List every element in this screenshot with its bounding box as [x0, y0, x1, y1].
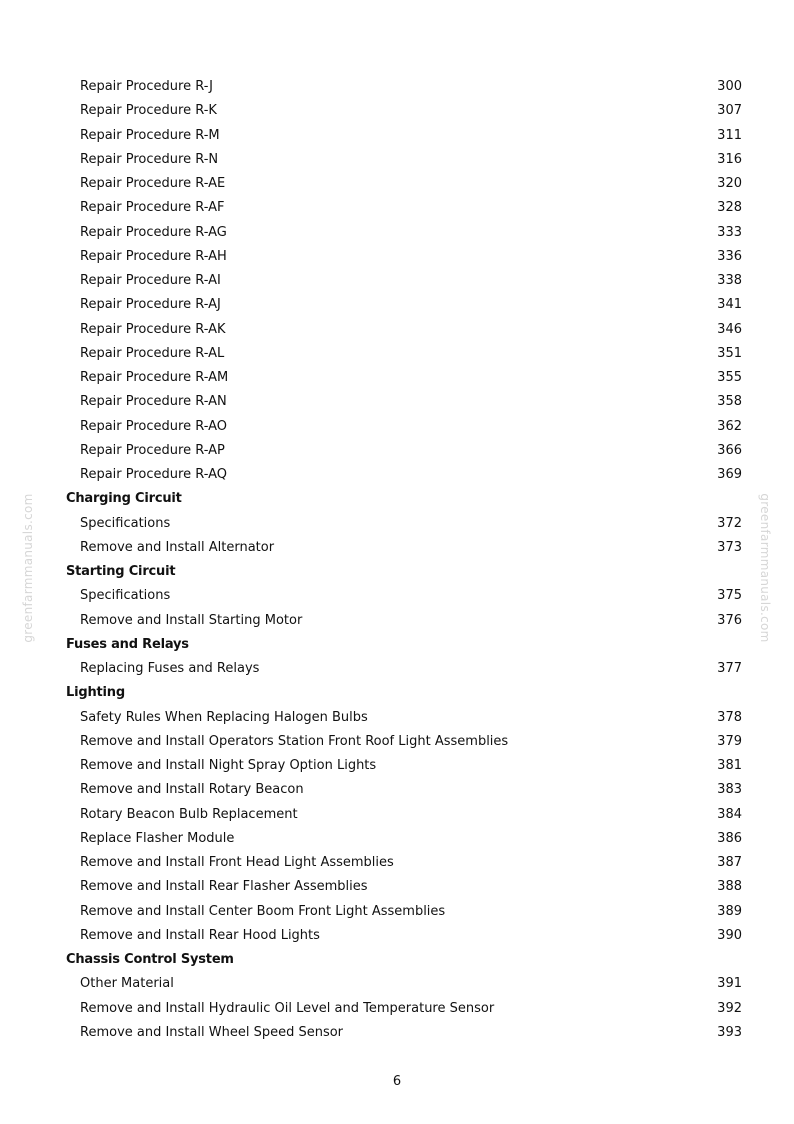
- entry-page-number: 369: [717, 467, 742, 482]
- entry-page-number: 328: [717, 200, 742, 216]
- toc-section-heading: [66, 633, 742, 657]
- entry-page-number: 320: [717, 176, 742, 191]
- entry-page-number: 372: [717, 515, 742, 531]
- entry-title: Repair Procedure R-AG: [80, 224, 227, 240]
- entry-page-number: 366: [717, 442, 742, 458]
- toc-entry[interactable]: [66, 827, 742, 851]
- toc-entry[interactable]: [66, 99, 742, 123]
- entry-title: Replace Flasher Module: [80, 830, 235, 846]
- toc-entry[interactable]: [66, 366, 742, 390]
- entry-title: Remove and Install Front Head Light Assemblies: [80, 855, 394, 870]
- toc-entry[interactable]: [66, 754, 742, 778]
- entry-page-number: 311: [717, 127, 742, 143]
- toc-entry[interactable]: [66, 730, 742, 754]
- entry-page-number: 333: [717, 224, 742, 240]
- entry-page-number: 373: [717, 539, 742, 555]
- entry-title: Repair Procedure R-AI: [80, 273, 221, 288]
- toc-entry[interactable]: [66, 124, 742, 148]
- entry-page-number: 346: [717, 321, 742, 337]
- entry-title: Rotary Beacon Bulb Replacement: [80, 806, 298, 822]
- section-title: Charging Circuit: [66, 491, 182, 507]
- section-title: Chassis Control System: [66, 952, 234, 967]
- toc-entry[interactable]: [66, 875, 742, 899]
- toc-entry[interactable]: [66, 318, 742, 342]
- entry-title: Specifications: [80, 515, 171, 531]
- entry-page-number: 316: [717, 151, 742, 167]
- entry-page-number: 379: [717, 733, 742, 749]
- entry-page-number: 300: [717, 79, 742, 94]
- entry-page-number: 338: [717, 273, 742, 288]
- toc-section-heading: [66, 487, 742, 511]
- entry-title: Replacing Fuses and Relays: [80, 661, 260, 676]
- section-title: Lighting: [66, 685, 125, 701]
- toc-section-heading: [66, 948, 742, 972]
- entry-page-number: 381: [717, 758, 742, 773]
- watermark-right: greenfarmmanuals.com: [758, 493, 772, 643]
- entry-page-number: 383: [717, 782, 742, 798]
- section-title: Fuses and Relays: [66, 636, 189, 652]
- entry-title: Remove and Install Rotary Beacon: [80, 782, 304, 798]
- entry-page-number: 362: [717, 418, 742, 434]
- entry-page-number: 377: [717, 661, 742, 676]
- toc-entry[interactable]: [66, 1021, 742, 1045]
- entry-page-number: 386: [717, 830, 742, 846]
- table-of-contents: [66, 75, 742, 1045]
- entry-page-number: 388: [717, 879, 742, 895]
- toc-entry[interactable]: [66, 900, 742, 924]
- entry-title: Specifications: [80, 588, 171, 604]
- entry-page-number: 358: [717, 394, 742, 410]
- entry-page-number: 393: [717, 1024, 742, 1040]
- entry-title: Repair Procedure R-J: [80, 79, 213, 94]
- entry-title: Remove and Install Hydraulic Oil Level and Temperature Sensor: [80, 1000, 495, 1016]
- toc-entry[interactable]: [66, 75, 742, 99]
- toc-entry[interactable]: [66, 415, 742, 439]
- entry-title: Repair Procedure R-AF: [80, 200, 225, 216]
- toc-entry[interactable]: [66, 778, 742, 802]
- entry-page-number: 336: [717, 248, 742, 264]
- entry-title: Remove and Install Starting Motor: [80, 612, 303, 628]
- entry-title: Repair Procedure R-AP: [80, 442, 225, 458]
- entry-title: Remove and Install Wheel Speed Sensor: [80, 1024, 344, 1040]
- entry-page-number: 392: [717, 1000, 742, 1016]
- entry-title: Remove and Install Center Boom Front Light Assemblies: [80, 903, 446, 919]
- entry-page-number: 390: [717, 927, 742, 943]
- entry-title: Repair Procedure R-K: [80, 103, 217, 119]
- toc-entry[interactable]: [66, 803, 742, 827]
- entry-title: Remove and Install Operators Station Front Roof Light Assemblies: [80, 733, 509, 749]
- entry-title: Repair Procedure R-M: [80, 127, 220, 143]
- entry-page-number: 351: [717, 345, 742, 361]
- entry-title: Repair Procedure R-AJ: [80, 297, 221, 313]
- toc-entry[interactable]: [66, 172, 742, 196]
- watermark-left: greenfarmmanuals.com: [21, 493, 35, 643]
- toc-entry[interactable]: [66, 512, 742, 536]
- entry-title: Repair Procedure R-AQ: [80, 467, 228, 482]
- toc-entry[interactable]: [66, 657, 742, 681]
- entry-title: Repair Procedure R-AL: [80, 345, 225, 361]
- entry-title: Other Material: [80, 976, 174, 992]
- toc-entry[interactable]: [66, 609, 742, 633]
- toc-entry[interactable]: [66, 463, 742, 487]
- toc-entry[interactable]: [66, 584, 742, 608]
- toc-entry[interactable]: [66, 706, 742, 730]
- entry-title: Repair Procedure R-AM: [80, 370, 229, 385]
- entry-title: Remove and Install Rear Hood Lights: [80, 927, 320, 943]
- entry-title: Repair Procedure R-AE: [80, 176, 226, 191]
- entry-page-number: 384: [717, 806, 742, 822]
- entry-page-number: 355: [717, 370, 742, 385]
- page-number: 6: [392, 1074, 402, 1089]
- section-title: Starting Circuit: [66, 564, 176, 579]
- entry-title: Repair Procedure R-AK: [80, 321, 226, 337]
- entry-page-number: 376: [717, 612, 742, 628]
- toc-entry[interactable]: [66, 390, 742, 414]
- toc-entry[interactable]: [66, 536, 742, 560]
- toc-entry[interactable]: [66, 196, 742, 220]
- toc-entry[interactable]: [66, 148, 742, 172]
- entry-title: Remove and Install Alternator: [80, 539, 275, 555]
- toc-entry[interactable]: [66, 851, 742, 875]
- entry-title: Remove and Install Night Spray Option Lights: [80, 758, 377, 773]
- entry-page-number: 307: [717, 103, 742, 119]
- entry-page-number: 389: [717, 903, 742, 919]
- entry-page-number: 341: [717, 297, 742, 313]
- toc-section-heading: [66, 560, 742, 584]
- entry-page-number: 378: [717, 709, 742, 725]
- entry-page-number: 387: [717, 855, 742, 870]
- toc-entry[interactable]: [66, 293, 742, 317]
- toc-entry[interactable]: [66, 439, 742, 463]
- entry-page-number: 391: [717, 976, 742, 992]
- entry-title: Remove and Install Rear Flasher Assemblies: [80, 879, 368, 895]
- entry-title: Repair Procedure R-AO: [80, 418, 228, 434]
- entry-title: Repair Procedure R-N: [80, 151, 219, 167]
- entry-title: Repair Procedure R-AH: [80, 248, 227, 264]
- entry-page-number: 375: [717, 588, 742, 604]
- toc-entry[interactable]: [66, 924, 742, 948]
- toc-entry[interactable]: [66, 245, 742, 269]
- toc-section-heading: [66, 681, 742, 705]
- toc-entry[interactable]: [66, 269, 742, 293]
- toc-entry[interactable]: [66, 342, 742, 366]
- toc-entry[interactable]: [66, 972, 742, 996]
- entry-title: Safety Rules When Replacing Halogen Bulbs: [80, 709, 368, 725]
- entry-title: Repair Procedure R-AN: [80, 394, 227, 410]
- toc-entry[interactable]: [66, 997, 742, 1021]
- toc-entry[interactable]: [66, 221, 742, 245]
